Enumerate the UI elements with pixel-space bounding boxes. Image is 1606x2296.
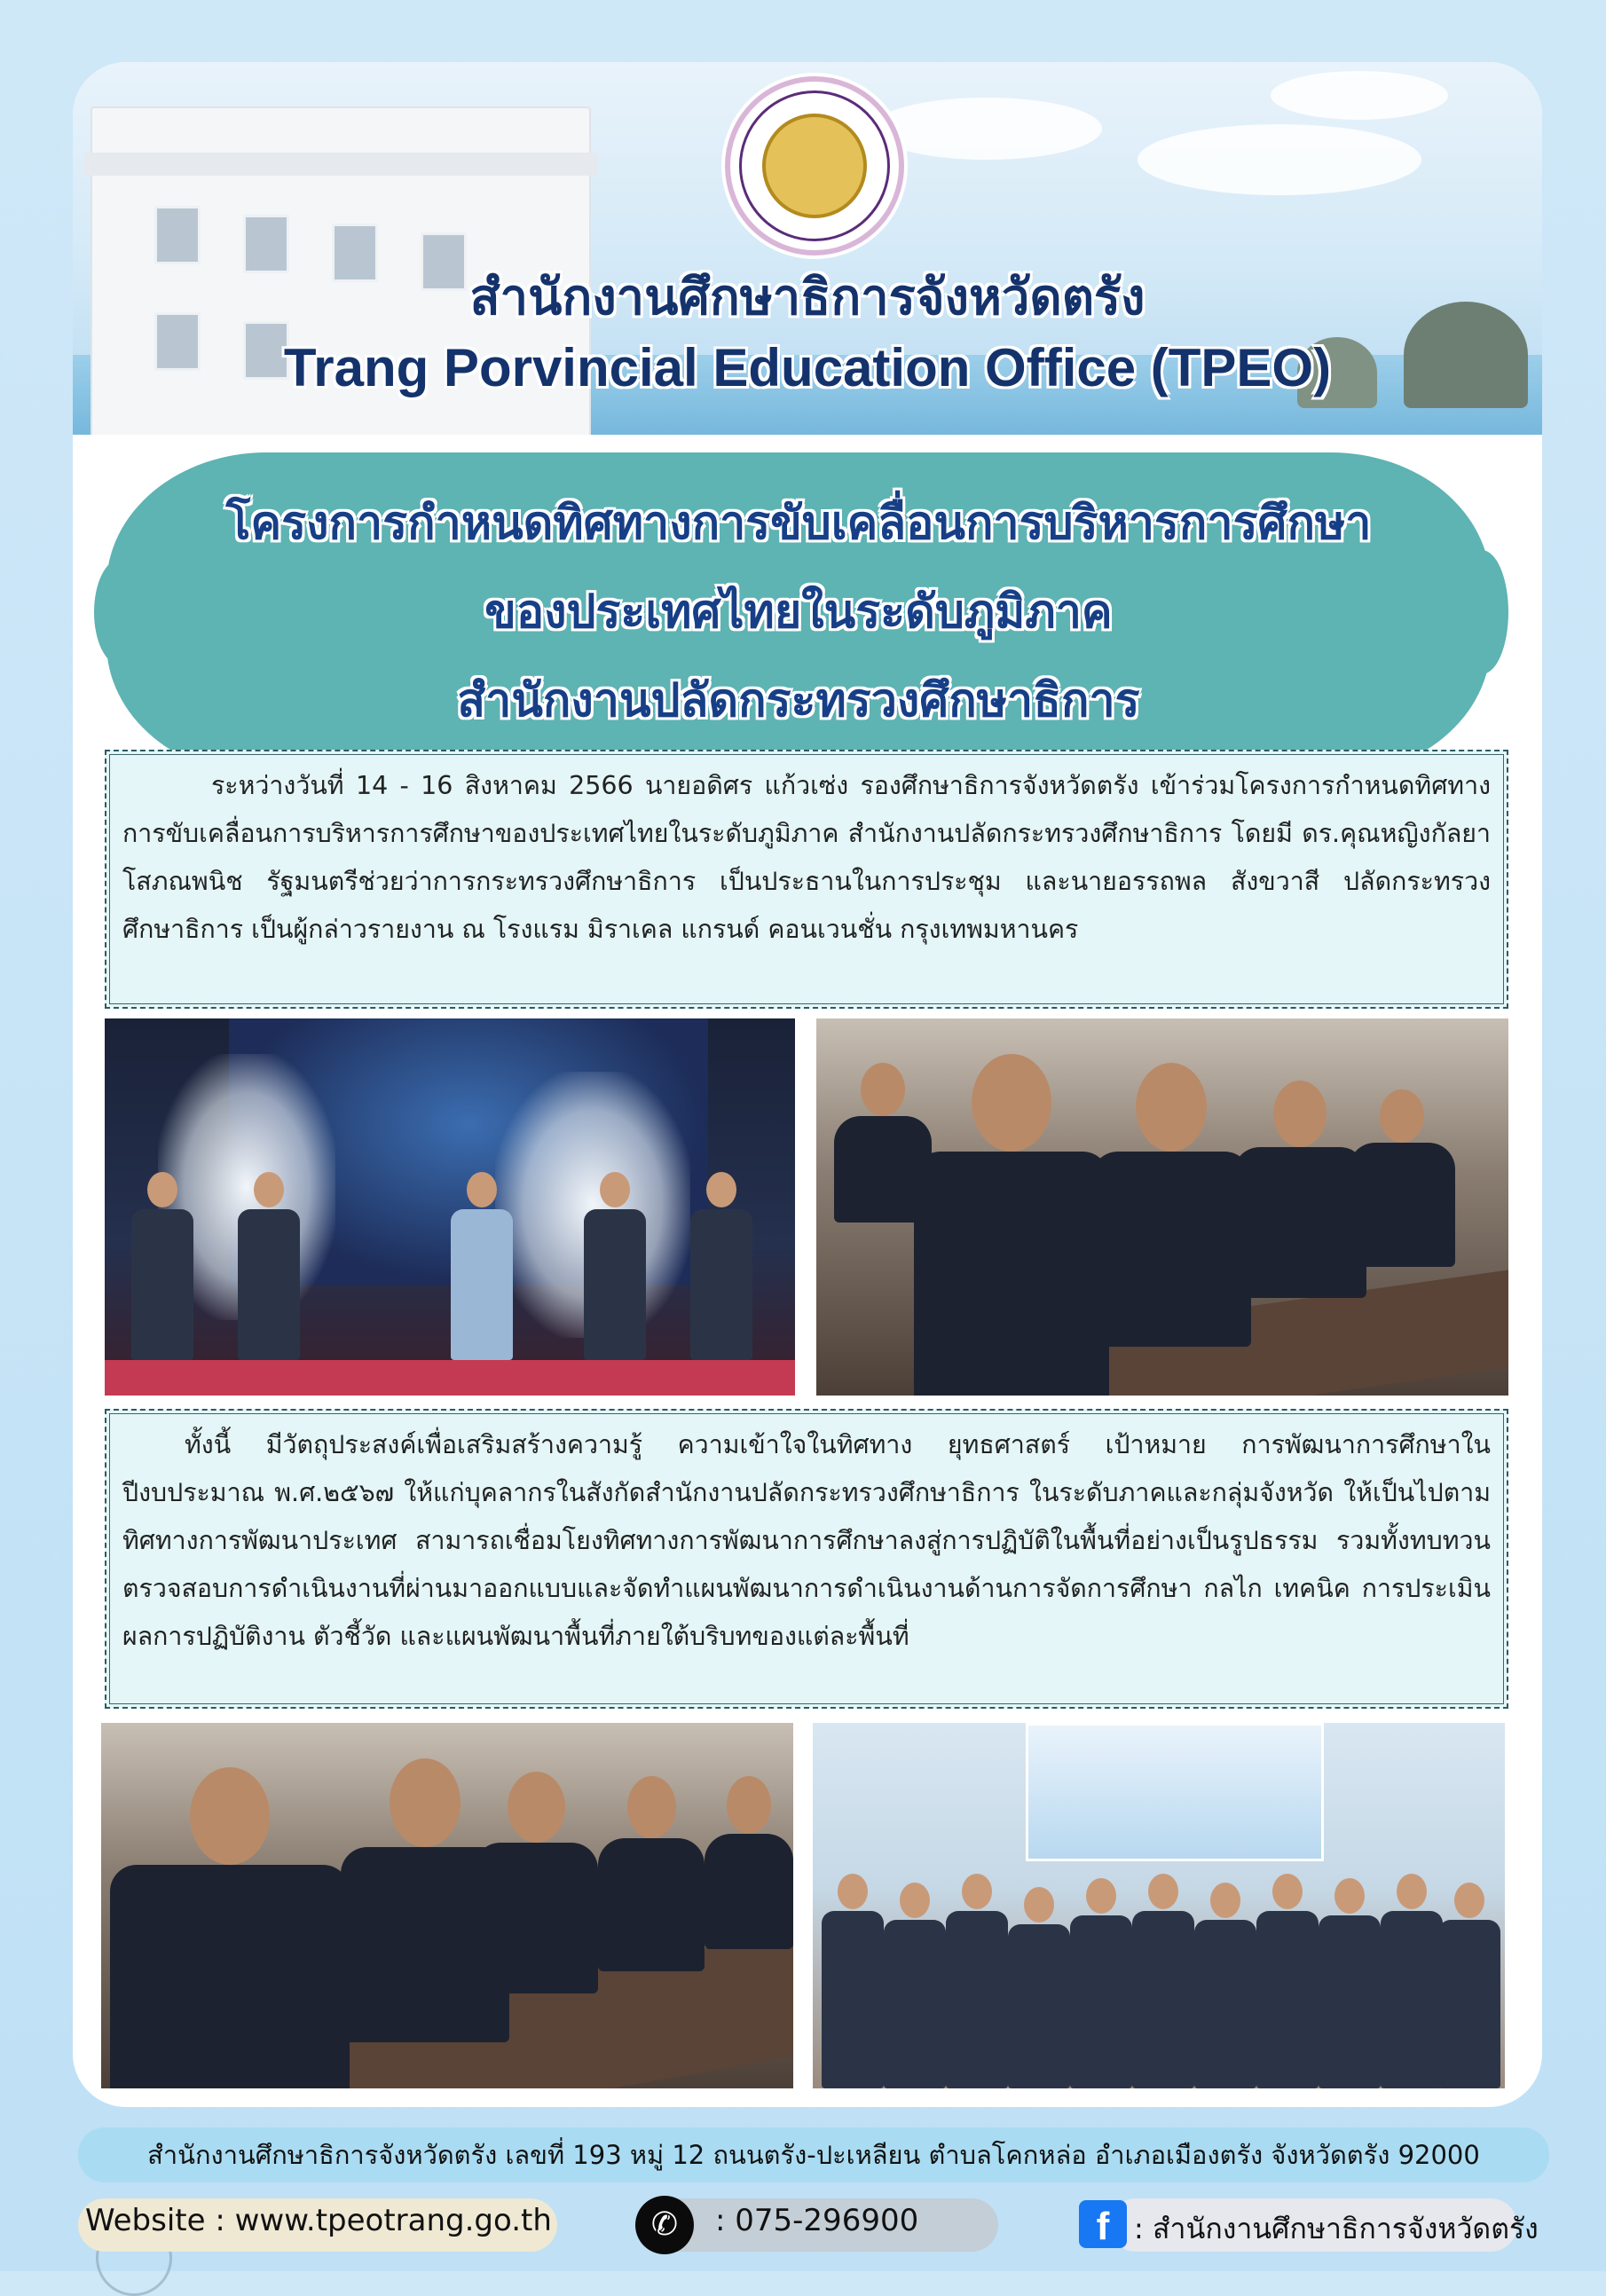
photo-meeting-participants (816, 1018, 1508, 1396)
office-logo-icon (725, 76, 904, 256)
website-link[interactable]: Website : www.tpeotrang.go.th (85, 2203, 552, 2238)
title-line-3: สำนักงานปลัดกระทรวงศึกษาธิการ (457, 674, 1140, 727)
facebook-page-name[interactable]: : สำนักงานศึกษาธิการจังหวัดตรัง (1134, 2212, 1539, 2245)
footer-address: สำนักงานศึกษาธิการจังหวัดตรัง เลขที่ 193 หมู่ 12 ถนนตรัง-ปะเหลียน ตำบลโคกหล่อ อำเภอเมืองตรัง จังหวัดตรัง 92000 (147, 2140, 1480, 2170)
office-name-en: Trang Porvincial Education Office (TPEO) (283, 338, 1332, 397)
page-title (106, 479, 1491, 745)
paragraph-2: ทั้งนี้ มีวัตถุประสงค์เพื่อเสริมสร้างความรู้ ความเข้าใจในทิศทาง ยุทธศาสตร์ เป้าหมาย การพัฒนาการศึกษาในปีงบประมาณ พ.ศ.๒๕๖๗ ให้แก่บุคลากรในสังกัดสำนักงานปลัดกระทรวงศึกษาธิการ ในระดับภาคและกลุ่มจังหวัด ให้เป็นไปตามทิศทางการพัฒนาประเทศ สามารถเชื่อมโยงทิศทางการพัฒนาการศึกษาลงสู่การปฏิบัติในพื้นที่อย่างเป็นรูปธรรม รวมทั้งทบทวน ตรวจสอบการดำเนินงานที่ผ่านมาออกแบบและจัดทำแผนพัฒนาการดำเนินงานด้านการจัดการศึกษา กลไก เทคนิค การประเมินผลการปฏิบัติงาน ตัวชี้วัด และแผนพัฒนาพื้นที่ภายใต้บริบทของแต่ละพื้นที่ (105, 1409, 1508, 1709)
photo-meeting-table (101, 1723, 793, 2088)
title-line-2: ของประเทศไทยในระดับภูมิภาค (484, 586, 1113, 639)
office-name-th: สำนักงานศึกษาธิการจังหวัดตรัง (469, 269, 1145, 326)
phone-icon: ✆ (635, 2196, 694, 2254)
header-banner (73, 62, 1542, 435)
photo-group-portrait (813, 1723, 1505, 2088)
footer-address-bar (78, 2127, 1549, 2182)
paragraph-1: ระหว่างวันที่ 14 - 16 สิงหาคม 2566 นายอดิศร แก้วเซ่ง รองศึกษาธิการจังหวัดตรัง เข้าร่วมโครงการกำหนดทิศทางการขับเคลื่อนการบริหารการศึกษาของประเทศไทยในระดับภูมิภาค สำนักงานปลัดกระทรวงศึกษาธิการ โดยมี ดร.คุณหญิงกัลยา โสภณพนิช รัฐมนตรีช่วยว่าการกระทรวงศึกษาธิการ เป็นประธานในการประชุม และนายอรรถพล สังขวาสี ปลัดกระทรวงศึกษาธิการ เป็นผู้กล่าวรายงาน ณ โรงแรม มิราเคล แกรนด์ คอนเวนชั่น กรุงเทพมหานคร (105, 750, 1508, 1009)
facebook-icon: f (1079, 2200, 1127, 2248)
photo-stage-ceremony (105, 1018, 795, 1396)
title-line-1: โครงการกำหนดทิศทางการขับเคลื่อนการบริหารการศึกษา (225, 497, 1372, 550)
phone-number: : 075-296900 (715, 2203, 919, 2238)
page-card (73, 62, 1542, 2107)
